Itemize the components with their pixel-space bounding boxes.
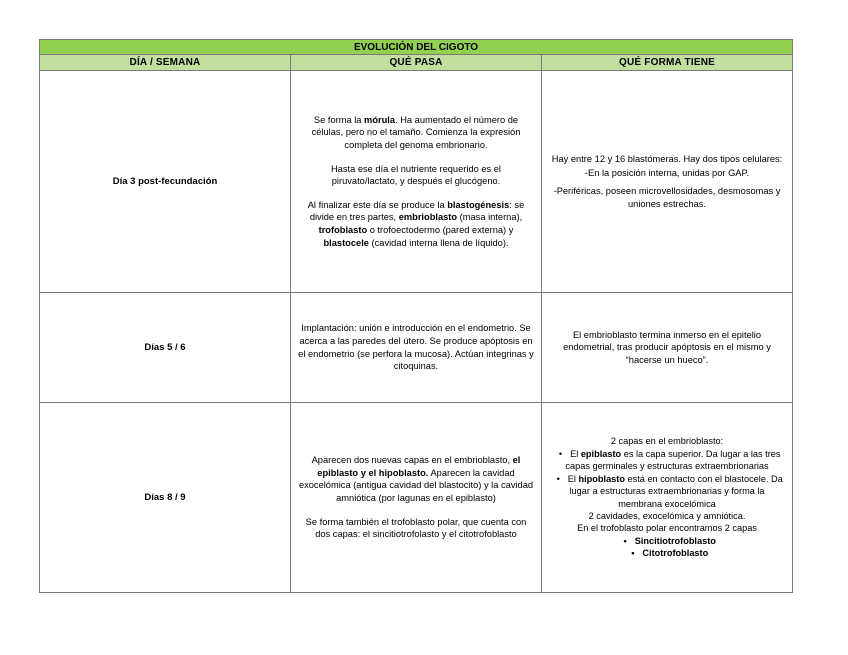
table-title: EVOLUCIÓN DEL CIGOTO [40, 40, 793, 55]
bullet-list [548, 448, 786, 510]
paragraph: Se forma también el trofoblasto polar, que cuenta con dos capas: el sincitiotrofolasto y el citotrofoblasto [305, 516, 527, 540]
bullet-list [548, 535, 786, 560]
day-cell: Días 8 / 9 [40, 403, 291, 593]
paragraph: 2 capas en el embrioblasto: [610, 436, 724, 447]
table-header-row [40, 55, 793, 71]
bullet-icon: • [558, 448, 563, 459]
header-que-pasa: QUÉ PASA [291, 55, 542, 71]
document-page [39, 39, 792, 593]
bullet-icon: • [623, 535, 627, 546]
paragraph: Aparecen dos nuevas capas en el embrioblasto, el epiblasto y el hipoblasto. Aparecen la cavidad exocelómica (antigua cavidad del blastocito) y la cavidad amniótica (por lagunas en el epiblasto) [298, 455, 534, 503]
que-forma-tiene-cell [542, 71, 793, 293]
header-dia-semana: DÍA / SEMANA [40, 55, 291, 71]
list-item: • El hipoblasto está en contacto con el blastocele. Da lugar a estructuras extraembrionarias y forma la membrana exocelómica [548, 473, 786, 510]
paragraph: -En la posición interna, unidas por GAP. [584, 168, 750, 179]
paragraph: Se forma la mórula. Ha aumentado el número de células, pero no el tamaño. Comienza la expresión completa del genoma embrionario. [311, 114, 521, 151]
table-row [40, 293, 793, 403]
list-item: • El epiblasto es la capa superior. Da lugar a las tres capas germinales y estructuras extraembrionarias [548, 448, 786, 473]
que-pasa-cell: Implantación: unión e introducción en el endometrio. Se acerca a las paredes del útero. Se produce apóptosis en el endometrio (se perfora la mucosa). Actúan integrinas y citoquinas. [291, 293, 542, 403]
day-cell: Días 5 / 6 [40, 293, 291, 403]
paragraph: Hasta ese día el nutriente requerido es el piruvato/lactato, y después el glucógeno. [330, 163, 502, 187]
paragraph: 2 cavidades, exocelómica y amniótica. [588, 510, 746, 521]
que-forma-tiene-cell [542, 403, 793, 593]
paragraph: Al finalizar este día se produce la blastogénesis: se divide en tres partes, embrioblasto (masa interna), trofoblasto o trofoectodermo (pared externa) y blastocele (cavidad interna llena de líquido). [307, 199, 525, 248]
header-que-forma-tiene: QUÉ FORMA TIENE [542, 55, 793, 71]
table-row [40, 71, 793, 293]
que-pasa-cell [291, 71, 542, 293]
zygote-evolution-table [39, 39, 793, 593]
que-forma-tiene-cell: El embrioblasto termina inmerso en el epitelio endometrial, tras producir apóptosis en el mismo y “hacerse un hueco”. [542, 293, 793, 403]
bullet-icon: • [631, 548, 635, 559]
paragraph: En el trofoblasto polar encontramos 2 capas [577, 523, 757, 534]
list-item: • Citotrofoblasto [548, 547, 786, 559]
que-pasa-cell [291, 403, 542, 593]
paragraph: Hay entre 12 y 16 blastómeras. Hay dos tipos celulares: [551, 153, 783, 164]
list-item: • Sincitiotrofoblasto [548, 535, 786, 547]
paragraph: -Periféricas, poseen microvellosidades, desmosomas y uniones estrechas. [553, 186, 781, 209]
day-cell: Día 3 post-fecundación [40, 71, 291, 293]
bullet-icon: • [556, 473, 560, 484]
table-row [40, 403, 793, 593]
table-title-row [40, 40, 793, 55]
